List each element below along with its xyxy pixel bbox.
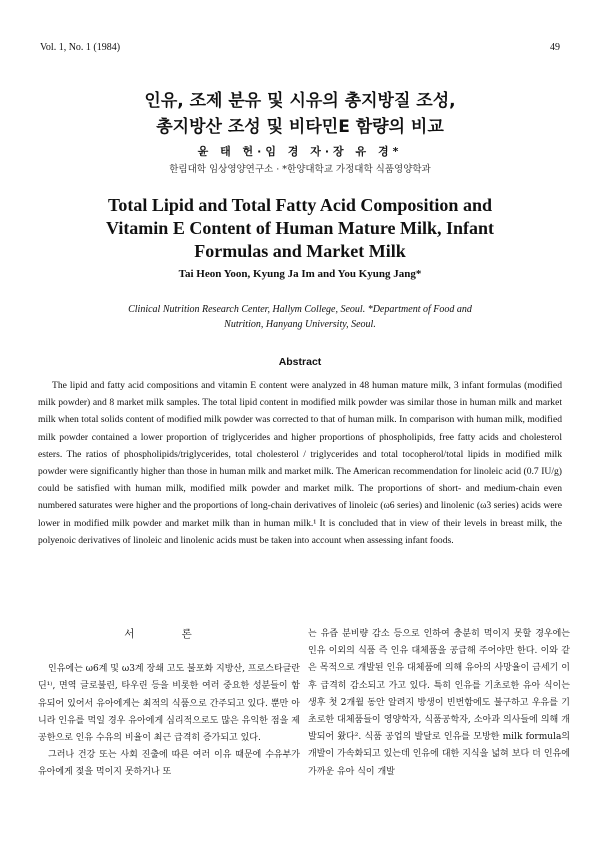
journal-volume: Vol. 1, No. 1 (1984) xyxy=(40,42,121,53)
english-affiliation-line-2: Nutrition, Hanyang University, Seoul. xyxy=(224,319,376,330)
english-affiliation xyxy=(60,302,540,332)
abstract-heading: Abstract xyxy=(278,356,322,368)
korean-authors: 윤 태 헌·임 경 자·장 유 경* xyxy=(197,145,403,158)
korean-title-line-2: 총지방산 조성 및 비타민E 함량의 비교 xyxy=(156,117,444,137)
intro-paragraph-3: 는 유즙 분비량 감소 등으로 인하여 충분히 먹이지 못할 경우에는 인유 이외의 식품 즉 인유 대체품을 공급해 주어야만 한다. 이와 같은 목적으로 개발된 인유 대체품에 의해 유아의 사망율이 금세기 이후 급격히 감소되고 가고 있다. 특히 인유를 기초로한 유아 식이는 생후 첫 2개월 동안 알려지 방생이 빈번함에도 불구하고 우유를 기초로한 대체품들이 영양학자, 식품공학자, 소아과 의사들에 의해 개발되어 왔다². 식품 공업의 발달로 인유를 모방한 milk formula의 개발이 가속화되고 있는데 인유에 대한 지식을 넓혀 보다 더 인유에 가까운 유아 식이 개발 xyxy=(308,629,570,777)
english-title xyxy=(0,194,600,263)
english-affiliation-line-1: Clinical Nutrition Research Center, Hallym College, Seoul. *Department of Food and xyxy=(128,304,472,315)
english-title-line-1: Total Lipid and Total Fatty Acid Composition and xyxy=(108,195,492,215)
page-number: 49 xyxy=(550,42,560,53)
korean-title xyxy=(0,88,600,140)
intro-paragraph-1: 인유에는 ω6계 및 ω3계 장쇄 고도 불포화 지방산, 프로스타글란딘¹⁾, 면역 글로불린, 타우린 등을 비롯한 여러 중요한 성분들이 함유되어 있어서 유아에게는 최적의 식품으로 간주되고 있다. 뿐만 아니라 인유를 먹일 경우 유아에게 심리적으로도 많은 유익한 점을 제공한으로 인유 수유의 비율이 최근 급격히 증가되고 있다. xyxy=(38,664,300,744)
korean-title-line-1: 인유, 조제 분유 및 시유의 총지방질 조성, xyxy=(144,91,456,111)
english-title-line-3: Formulas and Market Milk xyxy=(194,241,406,261)
english-authors: Tai Heon Yoon, Kyung Ja Im and You Kyung Jang* xyxy=(178,268,422,280)
body-left-column xyxy=(38,626,300,782)
korean-affiliation: 한림대학 임상영양연구소 · *한양대학교 가정대학 식품영양학과 xyxy=(169,164,431,175)
intro-paragraph-2: 그러나 건강 또는 사회 진출에 따른 여러 이유 때문에 수유부가 유아에게 젖을 먹이지 못하거나 또 xyxy=(38,750,300,778)
abstract-text: The lipid and fatty acid compositions and vitamin E content were analyzed in 48 human mature milk, 3 infant formulas (modified milk powder) and 8 market milk samples. The total lipid content in modified milk powder was similar those in human milk and market milk when total solids content of modified milk powder was corrected to that of human milk. In comparison with human milk, modified milk powder contained a lower proportion of triglycerides and higher proportions of phospholipids, free fatty acids and cholesterol esters. The ratios of phospholipids/triglycerides, total cholesterol / triglycerides and total tocopherol/total lipids in modified milk powder were significantly higher than those in human milk and market milk. The American recommendation for linoleic acid (0.7 IU/g) could be satisfied with human milk, modified milk powder and market milk. The proportions of short- and medium-chain even numbered saturates were higher and the proportions of long-chain derivatives of linoleic (ω6 series) and linolenic (ω3 series) acids were lower in modified milk powder and market milk than in human milk.¹ It is concluded that in view of their levels in breast milk, the polyenoic derivatives of linoleic and linolenic acids must be taken into account when assessing infant foods. xyxy=(38,380,562,546)
english-title-line-2: Vitamin E Content of Human Mature Milk, Infant xyxy=(105,218,494,238)
introduction-heading: 서 론 xyxy=(124,628,214,640)
running-header xyxy=(40,42,560,53)
body-right-column xyxy=(308,626,570,781)
